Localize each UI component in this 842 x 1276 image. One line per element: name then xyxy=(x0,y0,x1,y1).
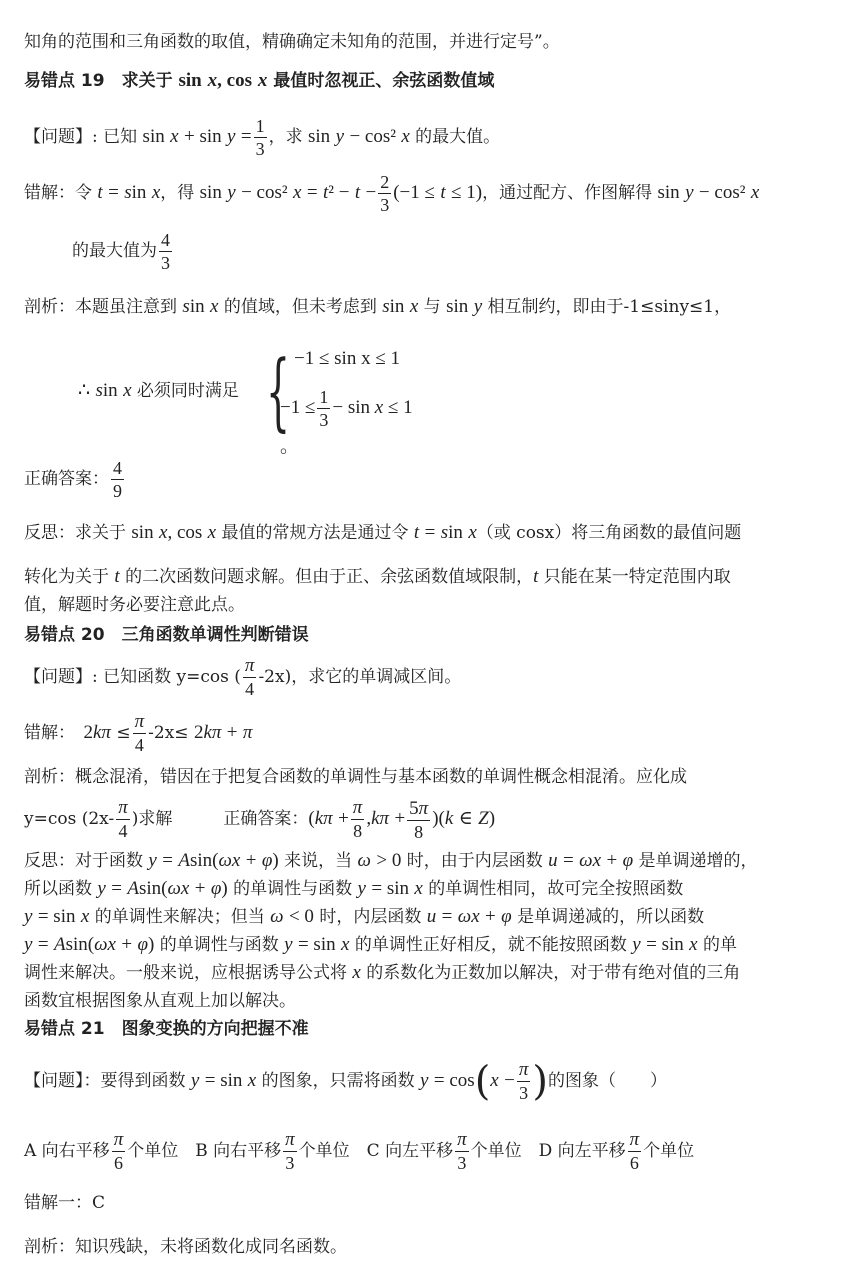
analysis-21: 剖析：知识残缺，未将函数化成同名函数。 xyxy=(24,1237,347,1257)
reflection-20-d: y = Asin(ωx + φ) 的单调性与函数 y = sin x 的单调性正好相反，就不能按照函数 y = sin x 的单 xyxy=(24,934,737,955)
system-row-2: −1 ≤ $\frac{1}{3}$ − sin x ≤ 1 。 xyxy=(280,387,413,457)
reflection-20-a: 反思：对于函数 y = Asin(ωx + φ) 来说，当 ω > 0 时，由于内层函数 u = ωx + φ 是单调递增的， xyxy=(24,850,758,871)
reflection-20-b: 所以函数 y = Asin(ωx + φ) 的单调性与函数 y = sin x 的单调性相同，故可完全按照函数 xyxy=(24,878,684,899)
analysis-19: 剖析：本题虽注意到 sin x 的值域，但未考虑到 sin x 与 sin y 相互制约，即由于-1≤siny≤1， xyxy=(24,296,732,317)
system-lead: ∴ sin x 必须同时满足 xyxy=(78,380,239,401)
answer-19: 正确答案： $\frac{4}{9}$ xyxy=(24,458,122,501)
reflection-20-f: 函数宜根据图象从直观上加以解决。 xyxy=(24,991,296,1011)
options-21: A 向右平移 $\frac{\pi}{6}$ 个单位 B 向右平移 $\frac{\pi}{3}$ 个单位 C 向左平移 $\frac{\pi}{3}$ 个单位 D 向左平移 $\frac{\pi}{6}$ 个单位 xyxy=(24,1129,695,1173)
heading-19: 易错点 19 求关于 sin x, cos x 最值时忽视正、余弦函数值域 xyxy=(24,70,495,91)
question-19: 【问题】: 已知 sin x + sin y = $\frac{1}{3}$ ，求 sin y − cos² x 的最大值。 xyxy=(24,116,501,159)
reflection-19-b: 转化为关于 t 的二次函数问题求解。但由于正、余弦函数值域限制，t 只能在某一特定范围内取 xyxy=(24,566,731,587)
analysis-20: 剖析：概念混淆，错因在于把复合函数的单调性与基本函数的单调性概念相混淆。应化成 xyxy=(24,767,687,787)
question-20: 【问题】: 已知函数 y=cos ( $\frac{\pi}{4}$ -2x)，求它的单调减区间。 xyxy=(24,655,462,699)
reflection-19-a: 反思：求关于 sin x, cos x 最值的常规方法是通过令 t = sin x（或 cosx）将三角函数的最值问题 xyxy=(24,522,742,543)
question-21: 【问题】：要得到函数 y = sin x 的图象，只需将函数 y = cos(x − $\frac{\pi}{3}$ )的图象（ ） xyxy=(24,1058,667,1105)
analysis-20-b: y=cos (2x- $\frac{\pi}{4}$ )求解 正确答案：(kπ + $\frac{\pi}{8}$ ,kπ + $\frac{5\pi}{8}$ )(k ∈ Z) xyxy=(24,797,496,842)
inequality-system xyxy=(266,342,436,457)
heading-20: 易错点 20 三角函数单调性判断错误 xyxy=(24,625,309,645)
system-row-1: −1 ≤ sin x ≤ 1 xyxy=(294,348,400,369)
reflection-19-c: 值，解题时务必要注意此点。 xyxy=(24,595,245,615)
brace-icon: { xyxy=(266,342,291,440)
wrong-solution-20: 错解： 2kπ ≤ $\frac{\pi}{4}$ -2x≤ 2kπ + π xyxy=(24,711,253,755)
heading-21: 易错点 21 图象变换的方向把握不准 xyxy=(24,1019,309,1039)
intro-line: 知角的范围和三角函数的取值，精确确定未知角的范围，并进行定号”。 xyxy=(24,32,560,52)
wrong-solution-21: 错解一：C xyxy=(24,1193,106,1213)
wrong-solution-19: 错解：令 t = sin x，得 sin y − cos² x = t² − t − $\frac{2}{3}$ (−1 ≤ t ≤ 1)，通过配方、作图解得 sin y − cos² x xyxy=(24,172,760,215)
reflection-20-e: 调性来解决。一般来说，应根据诱导公式将 x 的系数化为正数加以解决，对于带有绝对值的三角 xyxy=(24,962,741,983)
reflection-20-c: y = sin x 的单调性来解决；但当 ω < 0 时，内层函数 u = ωx + φ 是单调递减的，所以函数 xyxy=(24,906,705,927)
wrong-max-19: 的最大值为 $\frac{4}{3}$ xyxy=(72,230,170,273)
